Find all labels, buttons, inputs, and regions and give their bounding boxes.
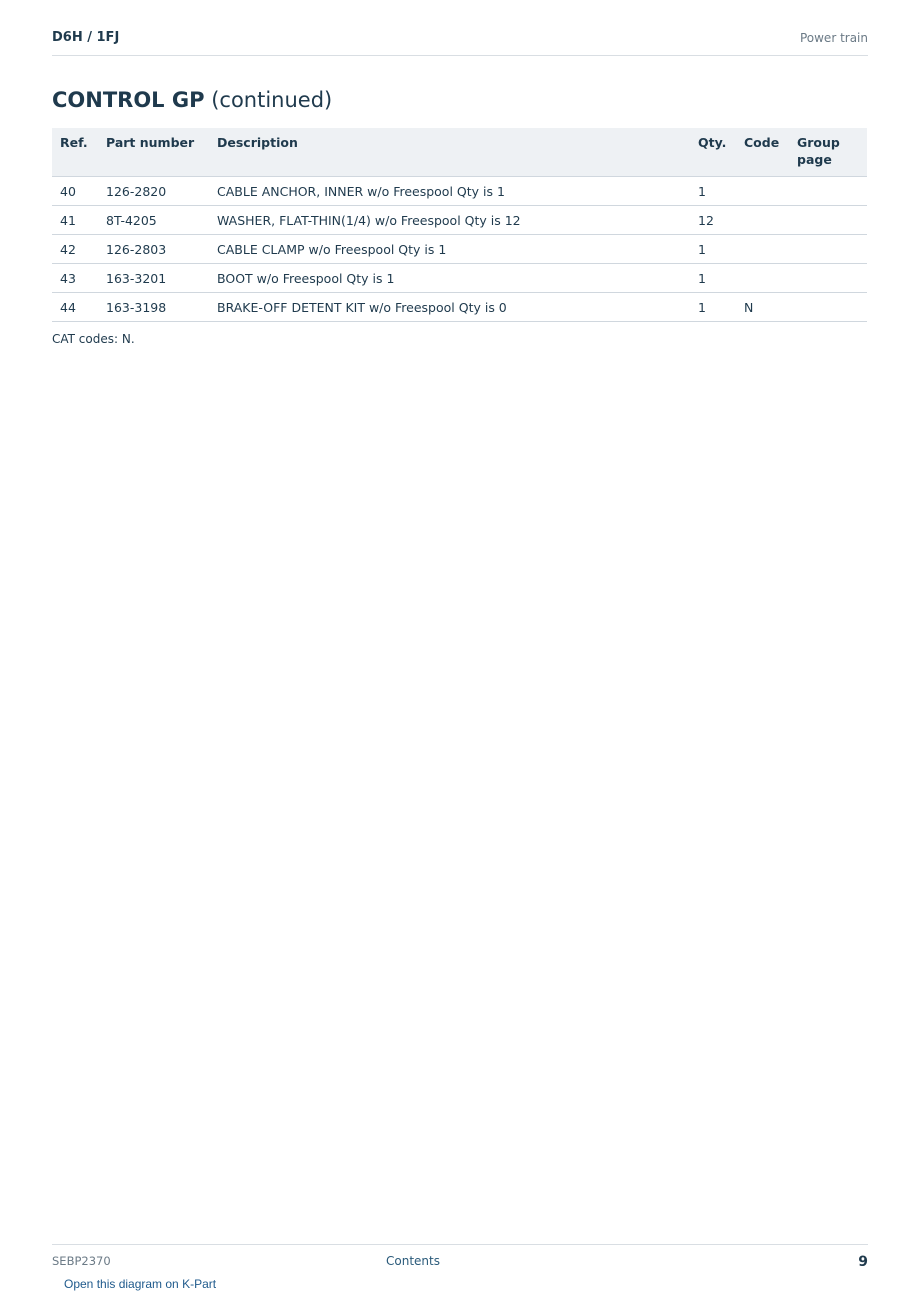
cell-part-number: 163-3198 bbox=[98, 293, 209, 322]
column-header-description: Description bbox=[209, 128, 690, 177]
cell-ref: 44 bbox=[52, 293, 98, 322]
cell-part-number: 163-3201 bbox=[98, 264, 209, 293]
cell-group-page bbox=[789, 235, 867, 264]
cell-part-number: 8T-4205 bbox=[98, 206, 209, 235]
cell-description: WASHER, FLAT-THIN(1/4) w/o Freespool Qty is 12 bbox=[209, 206, 690, 235]
kpart-link[interactable]: Open this diagram on K-Part bbox=[64, 1277, 217, 1291]
cell-part-number: 126-2820 bbox=[98, 177, 209, 206]
table-row bbox=[52, 206, 867, 235]
table-row bbox=[52, 264, 867, 293]
column-header-part-number: Part number bbox=[98, 128, 209, 177]
column-header-group-page: Group page bbox=[789, 128, 867, 177]
cell-ref: 41 bbox=[52, 206, 98, 235]
cell-code bbox=[736, 206, 789, 235]
title-suffix: (continued) bbox=[211, 88, 333, 112]
document-id: SEBP2370 bbox=[52, 1254, 111, 1268]
cell-qty: 1 bbox=[690, 264, 736, 293]
cell-code bbox=[736, 177, 789, 206]
page-footer bbox=[52, 1244, 868, 1295]
cat-codes-note: CAT codes: N. bbox=[52, 332, 135, 346]
cell-qty: 1 bbox=[690, 235, 736, 264]
cell-ref: 43 bbox=[52, 264, 98, 293]
cell-qty: 1 bbox=[690, 293, 736, 322]
cell-group-page bbox=[789, 293, 867, 322]
cell-code bbox=[736, 264, 789, 293]
cell-part-number: 126-2803 bbox=[98, 235, 209, 264]
cell-ref: 42 bbox=[52, 235, 98, 264]
table-row bbox=[52, 293, 867, 322]
parts-table bbox=[52, 128, 867, 322]
cell-group-page bbox=[789, 206, 867, 235]
table-row bbox=[52, 177, 867, 206]
section-name: Power train bbox=[799, 31, 868, 45]
cell-description: CABLE CLAMP w/o Freespool Qty is 1 bbox=[209, 235, 690, 264]
page-header bbox=[52, 28, 868, 56]
column-header-code: Code bbox=[736, 128, 789, 177]
cell-ref: 40 bbox=[52, 177, 98, 206]
cell-description: BOOT w/o Freespool Qty is 1 bbox=[209, 264, 690, 293]
cell-qty: 1 bbox=[690, 177, 736, 206]
cell-description: BRAKE-OFF DETENT KIT w/o Freespool Qty is 0 bbox=[209, 293, 690, 322]
cell-code bbox=[736, 235, 789, 264]
cell-code: N bbox=[736, 293, 789, 322]
contents-link[interactable]: Contents bbox=[386, 1254, 440, 1268]
column-header-ref: Ref. bbox=[52, 128, 98, 177]
title-main: CONTROL GP bbox=[52, 88, 205, 112]
page-title bbox=[52, 88, 332, 112]
column-header-qty: Qty. bbox=[690, 128, 736, 177]
cell-group-page bbox=[789, 177, 867, 206]
page-number: 9 bbox=[858, 1254, 868, 1270]
cell-group-page bbox=[789, 264, 867, 293]
table-header-row bbox=[52, 128, 867, 177]
cell-description: CABLE ANCHOR, INNER w/o Freespool Qty is 1 bbox=[209, 177, 690, 206]
table-row bbox=[52, 235, 867, 264]
model-label: D6H / 1FJ bbox=[52, 30, 120, 45]
cell-qty: 12 bbox=[690, 206, 736, 235]
